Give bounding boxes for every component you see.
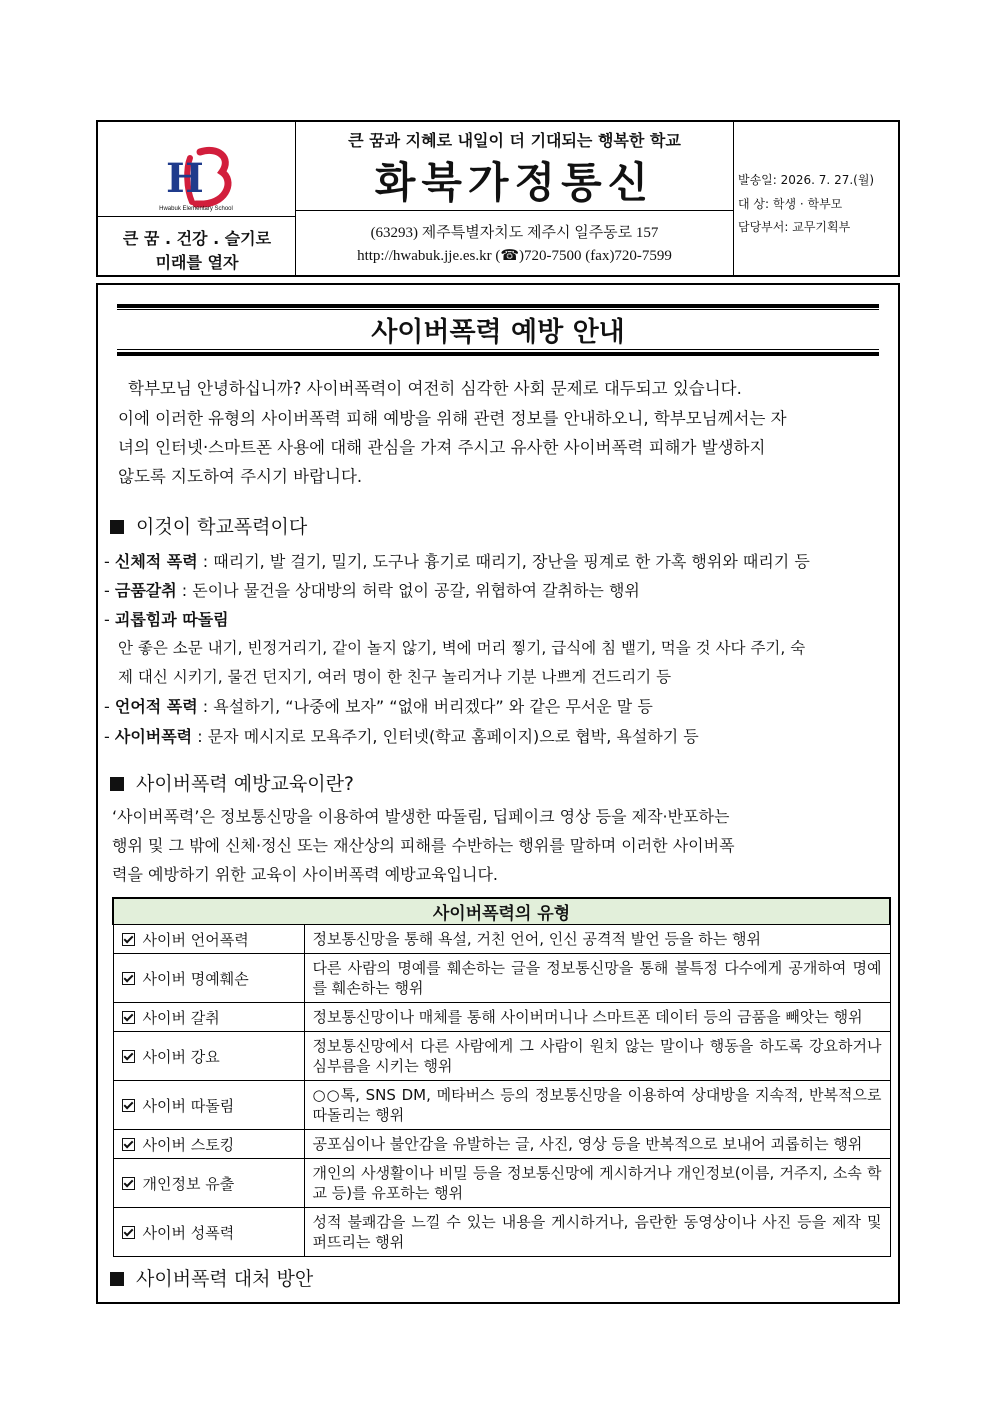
intro-line-3: 녀의 인터넷·스마트폰 사용에 대해 관심을 가져 주시고 유사한 사이버폭력 피해가 발생하지	[118, 438, 766, 457]
checkbox-icon	[122, 1226, 135, 1239]
table-row	[113, 925, 890, 954]
motto-line-1: 큰 꿈 . 건강 . 슬기로	[122, 229, 272, 248]
violence-item-bullying: - 괴롭힘과 따돌림	[104, 610, 229, 629]
education-text-3: 력을 예방하기 위한 교육이 사이버폭력 예방교육입니다.	[112, 865, 499, 884]
type-label: 사이버 언어폭력	[142, 930, 249, 949]
checkbox-icon	[122, 1138, 135, 1151]
section-heading-school-violence: 이것이 학교폭력이다	[110, 512, 307, 539]
title-rule-bottom-thin	[117, 349, 879, 350]
type-description: 정보통신망에서 다른 사람에게 그 사람이 원치 않는 말이나 행동을 하도록 강요하거나 심부름을 시키는 행위	[304, 1032, 890, 1081]
table-row	[113, 1081, 890, 1130]
intro-line-4: 않도록 지도하여 주시기 바랍니다.	[118, 467, 363, 486]
education-text-1: ‘사이버폭력’은 정보통신망을 이용하여 발생한 따돌림, 딥페이크 영상 등을 제작·반포하는	[112, 807, 730, 826]
violence-item-verbal: - 언어적 폭력 : 욕설하기, “나중에 보자” “없애 버리겠다” 와 같은 무서운 말 등	[104, 697, 653, 716]
logo-cell	[98, 122, 296, 275]
violence-item-cyber: - 사이버폭력 : 문자 메시지로 모욕주기, 인터넷(학교 홈페이지)으로 협박, 욕설하기 등	[104, 727, 699, 746]
table-row	[113, 1130, 890, 1159]
checkbox-icon	[122, 1099, 135, 1112]
type-label: 사이버 따돌림	[142, 1096, 235, 1115]
type-description: 정보통신망을 통해 욕설, 거친 언어, 인신 공격적 발언 등을 하는 행위	[304, 925, 890, 954]
table-row	[113, 954, 890, 1003]
school-slogan: 큰 꿈과 지혜로 내일이 더 기대되는 행복한 학교	[348, 131, 681, 150]
violence-item-extortion: - 금품갈취 : 돈이나 물건을 상대방의 허락 없이 공갈, 위협하여 갈취하는 행위	[104, 581, 640, 600]
title-rule-bottom	[117, 352, 879, 356]
school-address: (63293) 제주특별자치도 제주시 일주동로 157	[370, 225, 659, 241]
logo-caption: Hwabuk Elementary School	[159, 206, 233, 212]
type-label: 사이버 명예훼손	[142, 969, 249, 988]
newsletter-header	[96, 120, 900, 277]
newsletter-title: 화북가정통신	[374, 158, 655, 207]
type-description: 공포심이나 불안감을 유발하는 글, 사진, 영상 등을 반복적으로 보내어 괴롭히는 행위	[304, 1130, 890, 1159]
table-row	[113, 1003, 890, 1032]
send-date: 발송일: 2026. 7. 27.(월)	[738, 173, 875, 187]
checkbox-icon	[122, 972, 135, 985]
school-contact: http://hwabuk.jje.es.kr (☎)720-7500 (fax)720-7599	[357, 248, 672, 264]
education-text-2: 행위 및 그 밖에 신체·정신 또는 재산상의 피해를 수반하는 행위를 말하며 이러한 사이버폭	[112, 836, 735, 855]
intro-line-1: 학부모님 안녕하십니까? 사이버폭력이 여전히 심각한 사회 문제로 대두되고 있습니다.	[128, 379, 742, 398]
svg-text:H: H	[166, 155, 204, 202]
type-description: 개인의 사생활이나 비밀 등을 정보통신망에 게시하거나 개인정보(이름, 거주지, 소속 학교 등)를 유포하는 행위	[304, 1159, 890, 1208]
bullying-detail-1: 안 좋은 소문 내기, 빈정거리기, 같이 놀지 않기, 벽에 머리 찧기, 급식에 침 뱉기, 먹을 것 사다 주기, 숙	[118, 639, 806, 657]
audience: 대 상: 학생 · 학부모	[738, 197, 843, 211]
type-label: 사이버 갈취	[142, 1008, 220, 1027]
intro-line-2: 이에 이러한 유형의 사이버폭력 피해 예방을 위해 관련 정보를 안내하오니, 학부모님께서는 자	[118, 409, 787, 428]
type-description: 정보통신망이나 매체를 통해 사이버머니나 스마트폰 데이터 등의 금품을 빼앗는 행위	[304, 1003, 890, 1032]
section-heading-cyber-education: 사이버폭력 예방교육이란?	[110, 769, 354, 796]
type-label: 사이버 스토킹	[142, 1135, 235, 1154]
table-row	[113, 1159, 890, 1208]
school-logo-icon	[156, 144, 238, 212]
checkbox-icon	[122, 1011, 135, 1024]
checkbox-icon	[122, 1177, 135, 1190]
checkbox-icon	[122, 933, 135, 946]
table-row	[113, 1032, 890, 1081]
type-description: 다른 사람의 명예를 훼손하는 글을 정보통신망을 통해 불특정 다수에게 공개하여 명예를 훼손하는 행위	[304, 954, 890, 1003]
type-description: ○○톡, SNS DM, 메타버스 등의 정보통신망을 이용하여 상대방을 지속적, 반복적으로 따돌리는 행위	[304, 1081, 890, 1130]
type-label: 사이버 성폭력	[142, 1223, 235, 1242]
bullying-detail-2: 제 대신 시키기, 물건 던지기, 여러 명이 한 친구 놀리거나 기분 나쁘게 건드리기 등	[118, 668, 672, 686]
violence-item-physical: - 신체적 폭력 : 때리기, 발 걸기, 밀기, 도구나 흉기로 때리기, 장난을 핑계로 한 가혹 행위와 때리기 등	[104, 552, 810, 571]
cyber-violence-types-table	[112, 897, 891, 1257]
table-row	[113, 1208, 890, 1257]
type-label: 사이버 강요	[142, 1047, 220, 1066]
page-title: 사이버폭력 예방 안내	[371, 317, 625, 348]
department: 담당부서: 교무기획부	[738, 220, 851, 234]
table-header: 사이버폭력의 유형	[113, 898, 890, 925]
type-label: 개인정보 유출	[142, 1174, 235, 1193]
type-description: 성적 불쾌감을 느낄 수 있는 내용을 게시하거나, 음란한 동영상이나 사진 등을 제작 및 퍼뜨리는 행위	[304, 1208, 890, 1257]
motto-line-2: 미래를 열자	[155, 253, 239, 272]
checkbox-icon	[122, 1050, 135, 1063]
title-rule-top	[117, 304, 879, 308]
section-heading-response: 사이버폭력 대처 방안	[110, 1264, 313, 1291]
